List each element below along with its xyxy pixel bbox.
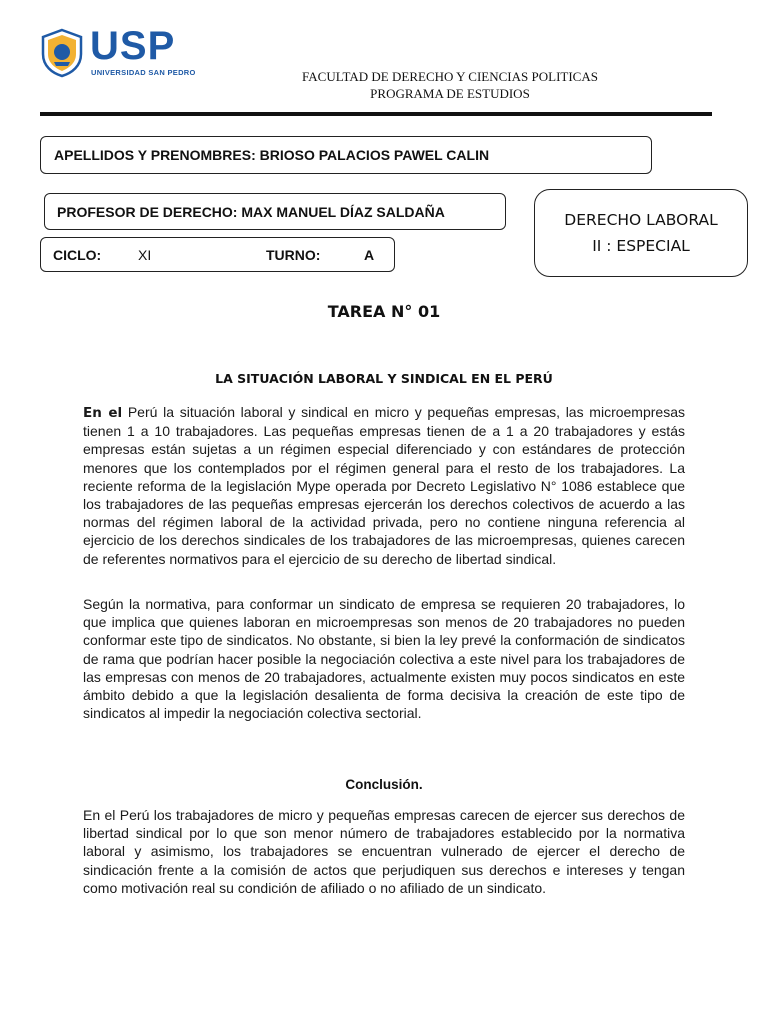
subject-title: LA SITUACIÓN LABORAL Y SINDICAL EN EL PERÚ [215, 371, 553, 386]
professor-name: PROFESOR DE DERECHO: MAX MANUEL DÍAZ SALDAÑA [57, 203, 445, 220]
logo-wordmark: USP [90, 24, 176, 68]
student-name-box [40, 136, 652, 174]
conclusion-title: Conclusión. [345, 777, 423, 792]
shift-label: TURNO: [266, 246, 321, 263]
paragraph-1-body: Perú la situación laboral y sindical en micro y pequeñas empresas, las microempresas tienen 1 a 10 trabajadores. Las pequeñas empresas tienen de a 1 a 20 trabajadores y estás empresas están sujetas a un régimen especial diferenciado y con estándares de protección menores que los contemplados por el régimen general para el resto de los trabajadores. La reciente reforma de la legislación Mype operada por Decreto Legislativo N° 1086 establece que los trabajadores de las pequeñas empresas ejercerán los derechos colectivos de acuerdo a las normas del régimen laboral de la actividad privada, pero no contiene ninguna referencia al ejercicio de los derechos sindicales de los trabajadores de las microempresas, quienes carecen de referentes normativos para el ejercicio de su derecho de libertad sindical. [83, 404, 685, 567]
paragraph-2: Según la normativa, para conformar un sindicato de empresa se requieren 20 trabajadores, lo que implica que quienes laboran en microempresas son menos de 20 trabajadores no pueden conformar este tipo de sindicatos. No obstante, si bien la ley prevé la conformación de sindicatos de rama que podrían hacer posible la negociación colectiva a este nivel para los trabajadores de las empresas con menos de 20 trabajadores, actualmente existen muy pocos sindicatos en este ámbito debido a que la legislación desalienta de forma decisiva la creación de este tipo de sindicatos al impedir la negociación colectiva sectorial. [83, 596, 685, 722]
student-name: APELLIDOS Y PRENOMBRES: BRIOSO PALACIOS PAWEL CALIN [54, 147, 490, 163]
program-name: PROGRAMA DE ESTUDIOS [370, 86, 530, 101]
university-crest-icon [40, 28, 84, 78]
faculty-name: FACULTAD DE DERECHO Y CIENCIAS POLITICAS [302, 69, 598, 84]
paragraph-1 [83, 403, 685, 568]
paragraph-1-lead: En el [83, 405, 123, 421]
shift-value: A [364, 246, 375, 263]
header-divider [40, 112, 712, 116]
cycle-box [40, 237, 395, 272]
course-line-1: DERECHO LABORAL [564, 211, 718, 229]
assignment-title: TAREA N° 01 [327, 302, 441, 321]
cycle-label: CICLO: [53, 246, 102, 263]
logo-subtitle: UNIVERSIDAD SAN PEDRO [91, 68, 196, 77]
conclusion-paragraph: En el Perú los trabajadores de micro y pequeñas empresas carecen de ejercer sus derechos de libertad sindical por lo que son menor número de trabajadores establecido por la normativa laboral y asimismo, los trabajadores se encuentran vulnerado de ejercer el derecho de sindicación frente a la comisión de actos que perjudiquen sus derechos e intereses y tengan como motivación real su condición de afiliado o no afiliado de un sindicato. [83, 807, 685, 896]
cycle-value: XI [138, 246, 152, 263]
usp-logo [40, 24, 210, 82]
course-line-2: II : ESPECIAL [592, 237, 690, 255]
course-box [534, 189, 748, 277]
professor-box [44, 193, 506, 230]
faculty-header [230, 68, 670, 102]
